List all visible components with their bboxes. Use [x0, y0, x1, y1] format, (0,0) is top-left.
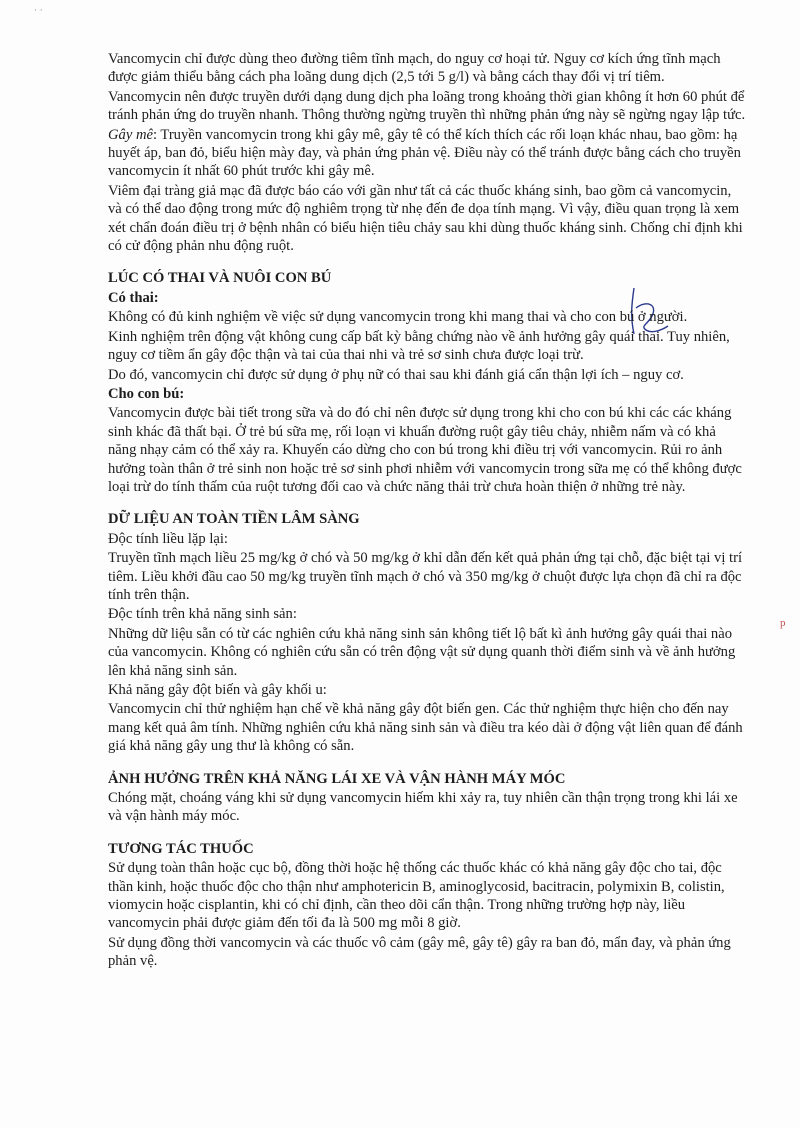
paragraph-interactions-2: Sử dụng đồng thời vancomycin và các thuốc vô cảm (gây mê, gây tê) gây ra ban đỏ, mẩn đay, và phản ứng phản vệ.	[108, 934, 731, 970]
preclinical-line-6: Vancomycin chỉ thử nghiệm hạn chế về khả năng gây đột biến gen. Các thử nghiệm thực hiện cho đến nay mang kết quả âm tính. Những nghiên cứu khả năng sinh sản và điều tra kéo dài ở động vật liên quan để đánh giá khả năng gây ung thư là không có sẵn.	[108, 701, 743, 755]
paragraph-driving: Chóng mặt, choáng váng khi sử dụng vancomycin hiếm khi xảy ra, tuy nhiên cần thận trọng trong khi lái xe và vận hành máy móc.	[108, 790, 738, 825]
paragraph-breastfeeding: Vancomycin được bài tiết trong sữa và do đó chỉ nên được sử dụng trong khi cho con bú khi các các kháng sinh khác đã thất bại. Ở trẻ bú sữa mẹ, rối loạn vi khuẩn đường ruột gây tiêu chảy, nhiễm nấm và có khả năng nhạy cảm có thể xảy ra. Khuyến cáo dừng cho con bú trong khi điều trị với vancomycin. Rủi ro ảnh hưởng toàn thân ở trẻ sinh non hoặc trẻ sơ sinh phơi nhiễm với vancomycin trong sữa mẹ có thể không được loại trừ do tính thấm của ruột tương đối cao và chức năng thải trừ chưa hoàn thiện ở những trẻ này.	[108, 405, 742, 495]
anesthesia-label: Gây mê	[108, 126, 153, 143]
preclinical-line-3: Độc tính trên khả năng sinh sản:	[108, 606, 297, 623]
paragraph-colitis: Viêm đại tràng giả mạc đã được báo cáo với gần như tất cả các thuốc kháng sinh, bao gồm cả vancomycin, và có thể dao động trong mức độ nghiêm trọng từ nhẹ đến đe dọa tính mạng. Vì vậy, điều quan trọng là xem xét chẩn đoán điều trị ở bệnh nhân có biểu hiện tiêu chảy sau khi dùng thuốc kháng sinh. Chống chỉ định khi có cử động phản nhu động ruột.	[108, 182, 743, 255]
anesthesia-text: : Truyền vancomycin trong khi gây mê, gây tê có thể kích thích các rối loạn khác nhau, bao gồm: hạ huyết áp, ban đỏ, biểu hiện mày đay, và phản ứng phản vệ. Điều này có thể tránh được bằng cách cho truyền vancomycin ít nhất 60 phút trước khi gây mê.	[108, 126, 741, 180]
scan-mark-top-left: · ·	[34, 6, 43, 16]
section-heading-interactions: TƯƠNG TÁC THUỐC	[108, 840, 254, 857]
paragraph-interactions-1: Sử dụng toàn thân hoặc cục bộ, đồng thời hoặc hệ thống các thuốc khác có khả năng gây độc cho tai, độc thần kinh, hoặc thuốc độc cho thận như amphotericin B, aminoglycosid, bacitracin, polymixin B, colistin, viomycin hoặc cisplantin, khi có chỉ định, cần theo dõi cẩn thận. Trong những trường hợp này, liều vancomycin phải được giảm đến tối đa là 500 mg mỗi 8 giờ.	[108, 860, 725, 932]
document-page	[108, 50, 746, 971]
section-heading-driving: ẢNH HƯỞNG TRÊN KHẢ NĂNG LÁI XE VÀ VẬN HÀNH MÁY MÓC	[108, 770, 566, 787]
preclinical-line-2: Truyền tĩnh mạch liều 25 mg/kg ở chó và 50 mg/kg ở khỉ dẫn đến kết quả phản ứng tại chỗ, đặc biệt tại vị trí tiêm. Liều khởi đầu cao 50 mg/kg truyền tĩnh mạch ở chó và 350 mg/kg ở chuột được lựa chọn đã chỉ ra độc tính trên thận.	[108, 550, 743, 603]
right-edge-marks	[780, 585, 794, 705]
right-edge-mark: p	[780, 617, 786, 629]
preclinical-line-1: Độc tính liều lặp lại:	[108, 530, 228, 547]
subheading-breastfeeding: Cho con bú:	[108, 385, 185, 402]
paragraph-pregnant-3: Do đó, vancomycin chỉ được sử dụng ở phụ nữ có thai sau khi đánh giá cẩn thận lợi ích – nguy cơ.	[108, 366, 684, 383]
preclinical-line-4: Những dữ liệu sẵn có từ các nghiên cứu khả năng sinh sản không tiết lộ bất kì ảnh hưởng gây quái thai nào của vancomycin. Không có nghiên cứu sẵn có trên động vật sử dụng quanh thời điểm sinh và về ảnh hưởng lên khả năng sinh sản.	[108, 625, 736, 679]
paragraph-pregnant-2: Kinh nghiệm trên động vật không cung cấp bất kỳ bằng chứng nào về ảnh hưởng gây quái thai. Tuy nhiên, nguy cơ tiềm ẩn gây độc thận và tai của thai nhi và trẻ sơ sinh chưa được loại trừ.	[108, 328, 730, 364]
preclinical-line-5: Khả năng gây đột biến và gây khối u:	[108, 682, 327, 698]
paragraph-intro-2: Vancomycin nên được truyền dưới dạng dung dịch pha loãng trong khoảng thời gian không ít hơn 60 phút để tránh phản ứng do truyền nhanh. Thông thường ngừng truyền thì những phản ứng này sẽ ngừng ngay lập tức.	[108, 88, 746, 124]
section-heading-preclinical: DỮ LIỆU AN TOÀN TIỀN LÂM SÀNG	[108, 511, 360, 528]
paragraph-intro-1: Vancomycin chỉ được dùng theo đường tiêm tĩnh mạch, do nguy cơ hoại tử. Nguy cơ kích ứng tĩnh mạch được giảm thiểu bằng cách pha loãng dung dịch (2,5 tới 5 g/l) và bằng cách thay đổi vị trí tiêm.	[108, 51, 721, 86]
subheading-pregnant: Có thai:	[108, 289, 159, 306]
section-heading-pregnancy: LÚC CÓ THAI VÀ NUÔI CON BÚ	[108, 270, 332, 287]
paragraph-pregnant-1: Không có đủ kinh nghiệm về việc sử dụng vancomycin trong khi mang thai và cho con bú ở người.	[108, 309, 688, 326]
paragraph-anesthesia	[108, 126, 746, 181]
